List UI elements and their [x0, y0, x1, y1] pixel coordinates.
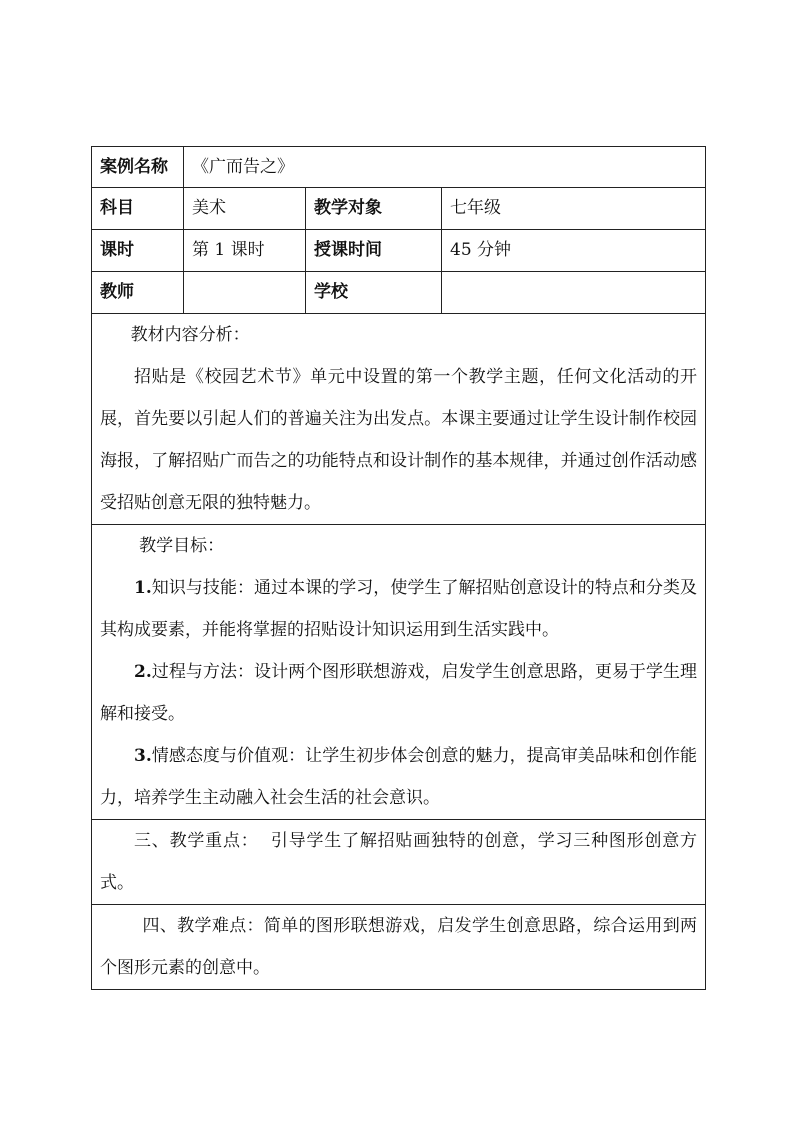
key-points-paragraph [100, 820, 697, 904]
objectives-section [92, 525, 706, 820]
key-points-text: 引导学生了解招贴画独特的创意，学习三种图形创意方式。 [100, 831, 698, 893]
case-name-row [92, 147, 706, 188]
difficulties-row [92, 905, 706, 990]
key-points-heading: 三、教学重点： [134, 831, 259, 851]
objective-number: 3. [134, 746, 152, 766]
objective-title: 知识与技能： [151, 578, 255, 598]
audience-value: 七年级 [442, 188, 706, 230]
analysis-section [92, 314, 706, 525]
teacher-value [184, 272, 306, 314]
duration-label: 授课时间 [306, 230, 442, 272]
duration-value: 45 分钟 [442, 230, 706, 272]
period-value: 第 1 课时 [184, 230, 306, 272]
subject-value: 美术 [184, 188, 306, 230]
analysis-heading: 教材内容分析： [130, 325, 250, 345]
lesson-plan-table [91, 146, 706, 990]
case-name-label: 案例名称 [92, 147, 184, 188]
key-points-section [92, 820, 706, 905]
objective-item [100, 735, 697, 819]
teacher-label: 教师 [92, 272, 184, 314]
school-label: 学校 [306, 272, 442, 314]
objective-text: 通过本课的学习，使学生了解招贴创意设计的特点和分类及其构成要素，并能将掌握的招贴设计知识运用到生活实践中。 [100, 578, 698, 640]
analysis-text: 招贴是《校园艺术节》单元中设置的第一个教学主题，任何文化活动的开展，首先要以引起人们的普遍关注为出发点。本课主要通过让学生设计制作校园海报，了解招贴广而告之的功能特点和设计制作的基本规律，并通过创作活动感受招贴创意无限的独特魅力。 [100, 367, 698, 513]
objective-title: 过程与方法： [151, 662, 255, 682]
key-points-row [92, 820, 706, 905]
objective-number: 2. [134, 662, 152, 682]
difficulties-heading: 四、教学难点： [142, 916, 264, 936]
objectives-row [92, 525, 706, 820]
difficulties-paragraph [100, 905, 697, 989]
period-label: 课时 [92, 230, 184, 272]
analysis-row [92, 314, 706, 525]
school-value [442, 272, 706, 314]
objective-item [100, 651, 697, 735]
objective-text: 让学生初步体会创意的魅力，提高审美品味和创作能力，培养学生主动融入社会生活的社会意识。 [100, 746, 698, 808]
objective-item [100, 567, 697, 651]
objective-number: 1. [134, 578, 152, 598]
difficulties-section [92, 905, 706, 990]
objective-text: 设计两个图形联想游戏，启发学生创意思路，更易于学生理解和接受。 [100, 662, 698, 724]
period-row [92, 230, 706, 272]
audience-label: 教学对象 [306, 188, 442, 230]
case-name-value: 《广而告之》 [184, 147, 706, 188]
objectives-heading: 教学目标： [139, 536, 225, 556]
subject-label: 科目 [92, 188, 184, 230]
teacher-row [92, 272, 706, 314]
subject-row [92, 188, 706, 230]
difficulties-text: 简单的图形联想游戏，启发学生创意思路，综合运用到两个图形元素的创意中。 [100, 916, 698, 978]
objective-title: 情感态度与价值观： [151, 746, 306, 766]
